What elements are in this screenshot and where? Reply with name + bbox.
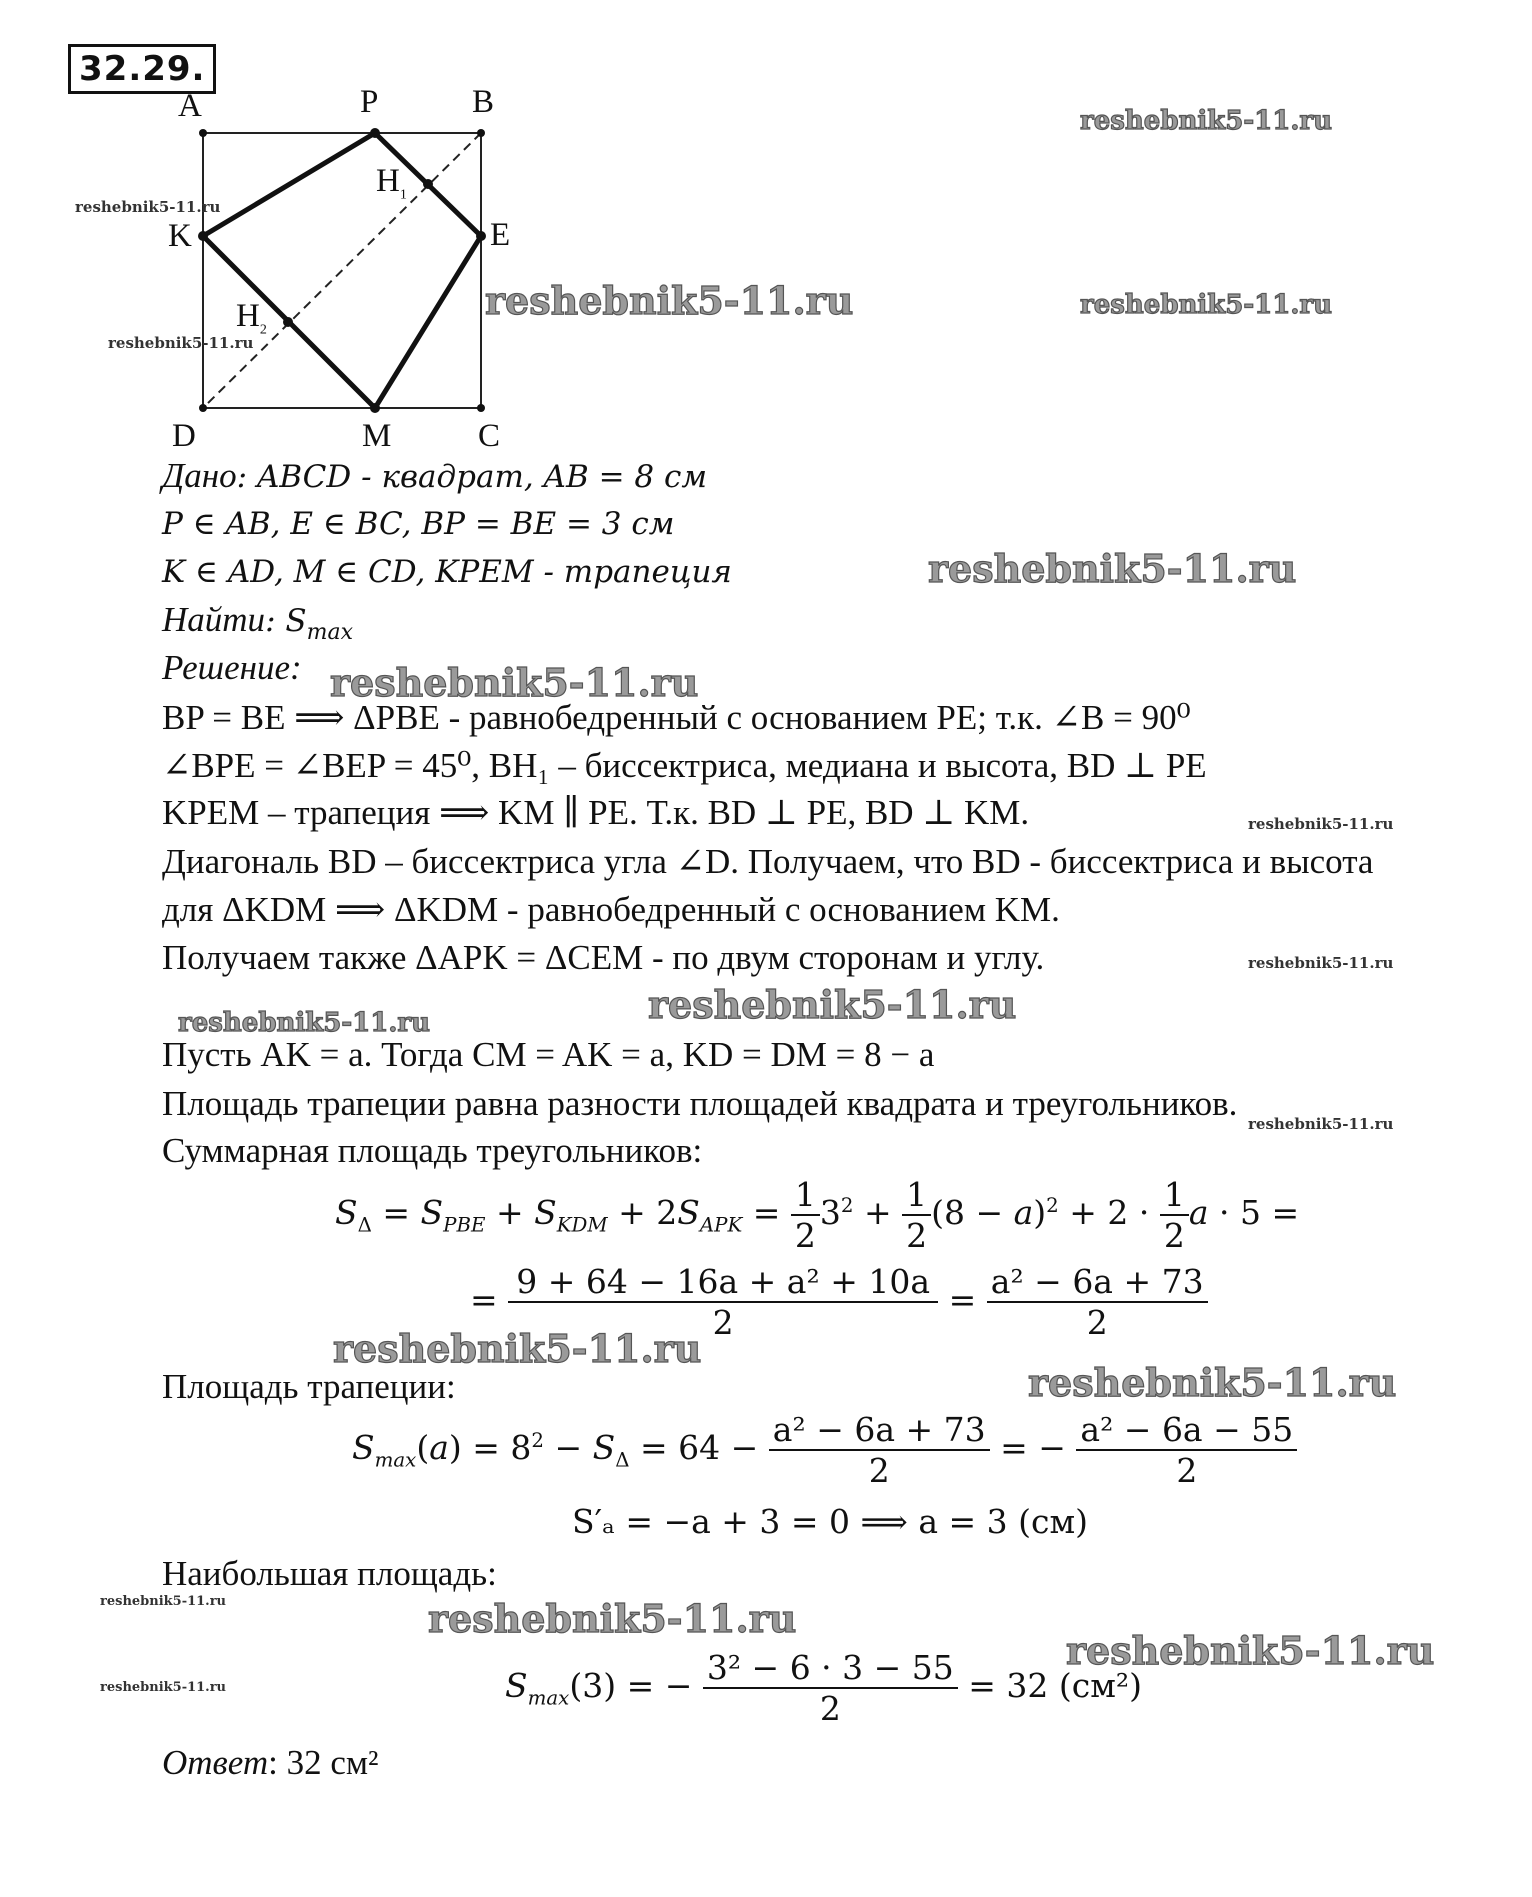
formula-triangles: $S_\Delta = S_{PBE} + S_{KDM} + 2S_{APK}$ = $\frac{1}{2}$ $3^2$ + $\frac{1}{2}$ $(8 - a)^2 + 2$ · $\frac{1}{2}$ a · 5 = [335,1175,1300,1255]
solution-line: KPEM – трапеция ⟹ KM ∥ PE. Т.к. BD ⊥ PE, BD ⊥ KM. [162,793,1030,832]
solution-line: Получаем также ΔAPK = ΔCEM - по двум сторонам и углу. [162,938,1045,977]
solution-line: Площадь трапеции равна разности площадей квадрата и треугольников. [162,1084,1238,1123]
watermark: reshebnik5-11.ru [1080,106,1333,136]
label-h2: $H_2$ [236,298,267,338]
diagonal-bd [203,133,481,408]
label-h1: $H_1$ [376,163,407,203]
label-c: C [478,418,501,454]
answer-line: Ответ: 32 см² [162,1743,379,1782]
given-label: Дано [162,456,237,495]
solution-line: Пусть AK = a. Тогда CM = AK = a, KD = DM = 8 − a [162,1035,935,1074]
solution-line: ∠BPE = ∠BEP = 45⁰, BH₁ – биссектриса, медиана и высота, BD ⊥ PE [162,746,1207,785]
watermark: reshebnik5-11.ru [1028,1360,1397,1405]
point-h2 [283,317,293,327]
watermark: reshebnik5-11.ru [428,1596,797,1641]
solution-label: Решение: [162,648,302,687]
watermark: reshebnik5-11.ru [1066,1628,1435,1673]
point-d [199,404,207,412]
point-e [476,231,486,241]
formula-triangles-2: = $\frac{\text{9 + 64 − 16a + a² + 10a}}{2}$ = $\frac{\text{a² − 6a + 73}}{2}$ [470,1262,1208,1342]
watermark: reshebnik5-11.ru [1248,954,1394,972]
max-area-label: Наибольшая площадь: [162,1554,497,1593]
point-h1 [423,179,433,189]
watermark: reshebnik5-11.ru [648,982,1017,1027]
label-p: P [360,84,379,120]
watermark: reshebnik5-11.ru [108,334,254,352]
watermark: reshebnik5-11.ru [485,278,854,323]
formula-smax: $S_{max}(a) = 8^2 - S_\Delta = 64$ − $\frac{\text{a² − 6a + 73}}{2}$ = − $\frac{\text{a² − 6a − 55}}{2}$ [352,1410,1297,1490]
point-a [199,129,207,137]
watermark: reshebnik5-11.ru [1248,1115,1394,1133]
trapezoid-area-label: Площадь трапеции: [162,1367,456,1406]
solution-line: Диагональ BD – биссектриса угла ∠D. Получаем, что BD - биссектриса и высота [162,842,1374,881]
watermark: reshebnik5-11.ru [178,1008,431,1038]
solution-line: BP = BE ⟹ ΔPBE - равнобедренный с основанием PE; т.к. ∠B = 90⁰ [162,698,1191,737]
watermark: reshebnik5-11.ru [100,1594,227,1609]
geometry-figure [0,0,1532,460]
label-b: B [472,84,495,120]
given-line-3: K ∈ AD, M ∈ CD, KPEM - трапеция [162,554,732,590]
find-line: Найти: $S_{max}$ [162,600,353,645]
point-m [370,403,380,413]
solution-line: Суммарная площадь треугольников: [162,1131,703,1170]
label-m: M [362,418,392,454]
formula-derivative: S′ₐ = −a + 3 = 0 ⟹ a = 3 (см) [572,1502,1089,1541]
given-line-2: P ∈ AB, E ∈ BC, BP = BE = 3 см [162,506,675,542]
formula-final: $S_{max}(3)$ = − $\frac{\text{3² − 6 · 3 − 55}}{2}$ = 32 (см²) [505,1648,1143,1728]
label-k: K [168,218,192,254]
watermark: reshebnik5-11.ru [75,198,221,216]
watermark: reshebnik5-11.ru [100,1680,227,1695]
watermark: reshebnik5-11.ru [928,546,1297,591]
watermark: reshebnik5-11.ru [1248,815,1394,833]
point-c [477,404,485,412]
watermark: reshebnik5-11.ru [333,1326,702,1371]
given-line-1: Дано: ABCD - квадрат, AB = 8 см [162,456,708,495]
solution-line: для ΔKDM ⟹ ΔKDM - равнобедренный с основанием KM. [162,890,1060,929]
label-d: D [172,418,196,454]
point-k [198,231,208,241]
watermark: reshebnik5-11.ru [1080,290,1333,320]
label-a: A [178,88,202,124]
problem-number: 32.29. [68,44,216,94]
point-b [477,129,485,137]
watermark: reshebnik5-11.ru [330,660,699,705]
label-e: E [490,217,511,253]
point-p [370,128,380,138]
